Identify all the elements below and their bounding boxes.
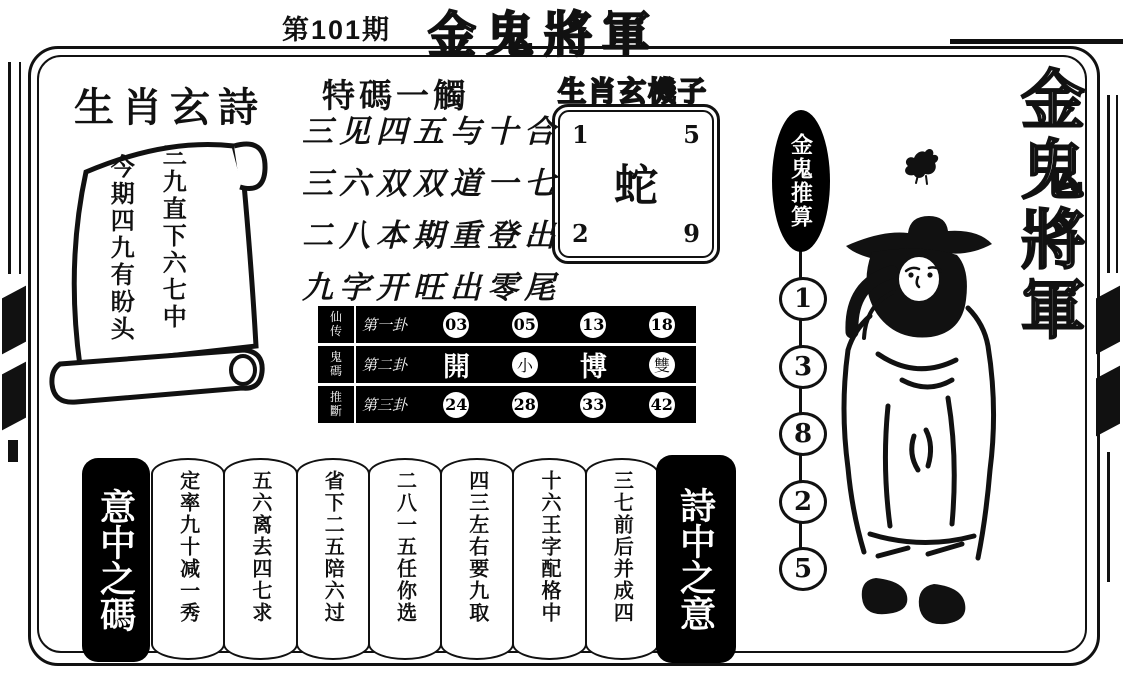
big-char: 博 [580, 352, 607, 382]
poem-column [151, 458, 225, 660]
number-ball: 13 [580, 312, 606, 338]
corner-number-bottom-right: 9 [683, 219, 700, 248]
row-name: 第三卦 [362, 397, 408, 414]
deduction-number: 3 [779, 345, 827, 389]
number-ball: 24 [443, 392, 469, 418]
ribbon-line [1107, 95, 1110, 273]
poem-column-text: 十六王字配格中 [538, 470, 563, 624]
number-ball: 28 [512, 392, 538, 418]
issue-number: 第101期 [282, 15, 392, 45]
hexagram-table [318, 306, 696, 426]
row-side-label [318, 306, 356, 343]
bottom-left-banner-text: 意中之碼 [95, 488, 137, 632]
poem-line: 三六双双道一七 [302, 166, 561, 202]
ribbon-line [19, 62, 21, 274]
big-char: 開 [443, 352, 470, 382]
poem-column-text: 二八一五任你选 [393, 470, 418, 624]
poem-line: 九字开旺出零尾 [302, 270, 561, 306]
zodiac-poem-title: 生肖玄詩 [74, 86, 266, 130]
poem-column-text: 四三左右要九取 [465, 470, 490, 624]
number-ball: 05 [512, 312, 538, 338]
poem-columns [152, 458, 658, 660]
row-items [422, 345, 696, 384]
ribbon-fold [1096, 366, 1120, 437]
poem-line: 二八本期重登出 [302, 218, 561, 254]
deduction-number: 8 [779, 412, 827, 456]
deduction-number: 5 [779, 547, 827, 591]
corner-number-top-right: 5 [683, 120, 700, 149]
corner-number-top-left: 1 [572, 120, 589, 149]
zodiac-box-title: 生肖玄機子 [558, 76, 709, 107]
deduction-number: 1 [779, 277, 827, 321]
row-side-label [318, 346, 356, 383]
scroll-line-right: 三九直下六七中 [158, 142, 188, 331]
side-title: 金鬼將軍 [1012, 66, 1084, 346]
poem-column [440, 458, 514, 660]
bottom-left-banner [82, 458, 150, 662]
row-name: 第二卦 [362, 357, 408, 374]
poem-column-text: 五六离去四七求 [248, 470, 273, 624]
bottom-right-banner [656, 455, 736, 663]
table-row [318, 346, 696, 383]
zodiac-animal: 蛇 [614, 161, 658, 211]
number-ball: 18 [649, 312, 675, 338]
ribbon-line [8, 62, 11, 274]
table-row [318, 306, 696, 343]
page-title: 金鬼將軍 [428, 9, 661, 62]
row-side-label-text: 推斷 [329, 389, 342, 418]
row-side-label-text: 仙传 [329, 309, 342, 338]
number-ball: 小 [512, 352, 538, 378]
poem-column-text: 省下二五陪六过 [321, 470, 346, 624]
row-side-label [318, 386, 356, 423]
number-ball: 雙 [649, 352, 675, 378]
bottom-right-banner-text: 詩中之意 [675, 487, 717, 631]
deduction-number: 2 [779, 480, 827, 524]
poem-column-text: 三七前后并成四 [610, 470, 635, 624]
poem-column [223, 458, 297, 660]
number-ball: 33 [580, 392, 606, 418]
poem-column [512, 458, 586, 660]
ribbon-line [8, 440, 18, 462]
ribbon-fold [2, 286, 26, 355]
poem-column [296, 458, 370, 660]
ribbon-line [1116, 95, 1118, 273]
poem-line: 三见四五与十合 [302, 114, 561, 150]
general-figure [818, 136, 1018, 646]
scroll-line-left: 今期四九有盼头 [106, 154, 136, 343]
ribbon-line [1107, 452, 1110, 582]
row-items [422, 312, 696, 338]
deduction-title: 金鬼推算 [788, 133, 814, 229]
corner-number-bottom-left: 2 [572, 219, 589, 248]
special-code-title: 特碼一觸 [322, 77, 470, 114]
rooster-icon [905, 149, 938, 184]
poem-column [368, 458, 442, 660]
header-rule [950, 39, 1123, 44]
ribbon-fold [1096, 286, 1120, 355]
zodiac-box [552, 104, 720, 264]
row-name: 第一卦 [362, 317, 408, 334]
ribbon-fold [2, 362, 26, 431]
number-ball: 03 [443, 312, 469, 338]
poem-column-text: 定率九十减一秀 [176, 470, 201, 624]
table-row [318, 386, 696, 423]
poem-column [585, 458, 659, 660]
row-side-label-text: 鬼碼 [329, 349, 342, 378]
number-ball: 42 [649, 392, 675, 418]
row-items [422, 392, 696, 418]
